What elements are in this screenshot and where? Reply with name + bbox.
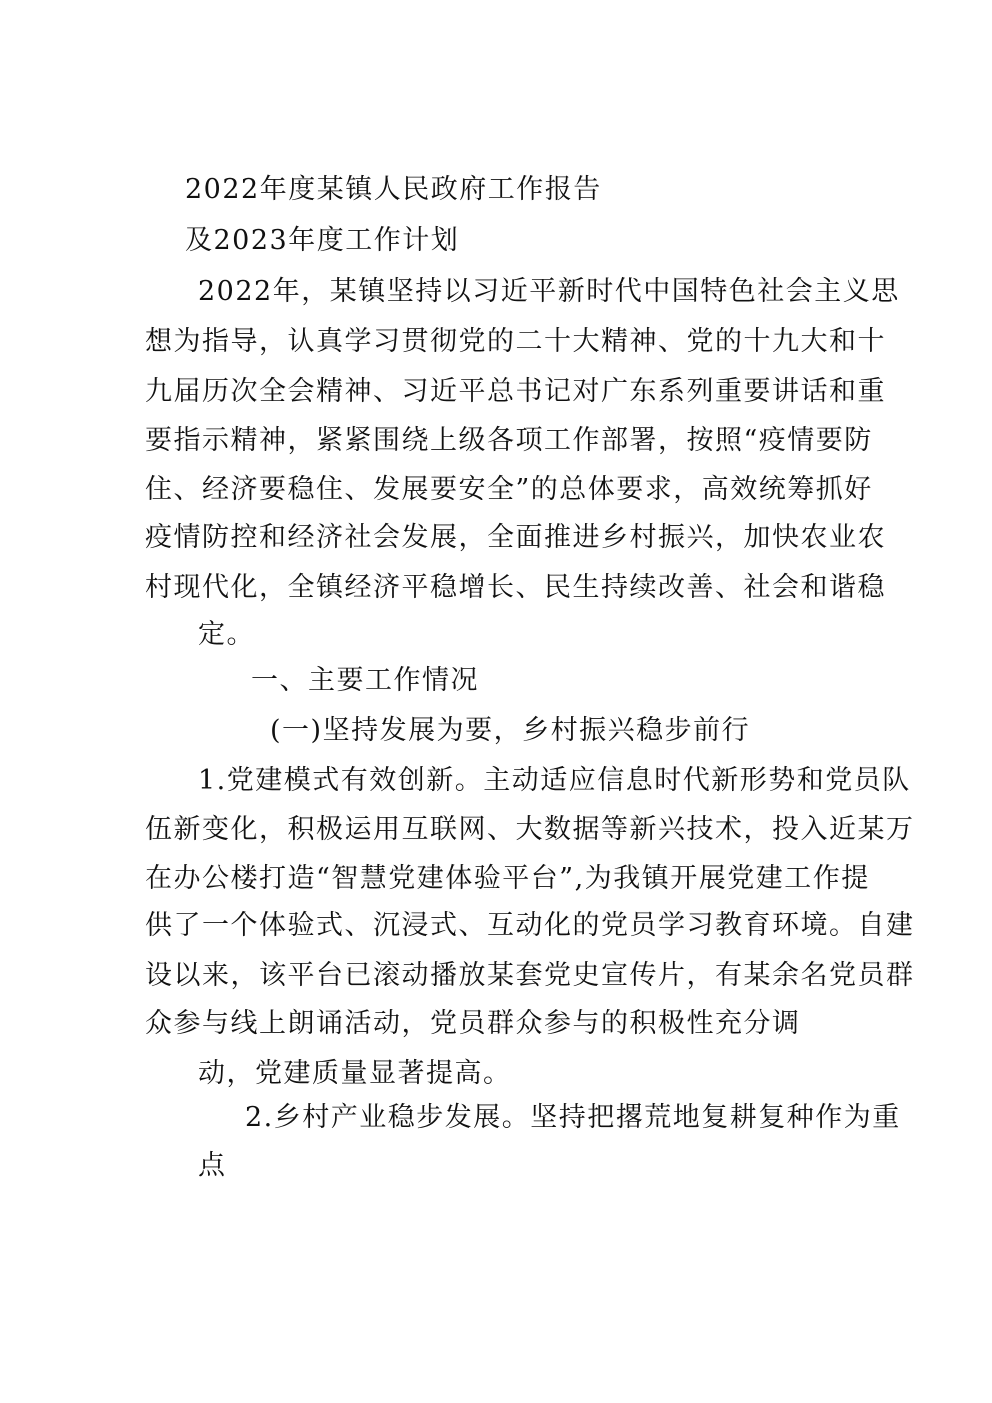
intro-line-8: 定。 <box>198 619 255 650</box>
section-heading: 一、主要工作情况 <box>251 665 479 696</box>
doc-title-line-2: 及2023年度工作计划 <box>185 225 460 256</box>
item2-line-1: 2.乡村产业稳步发展。坚持把撂荒地复耕复种作为重 <box>245 1102 901 1133</box>
intro-line-5: 住、经济要稳住、发展要安全”的总体要求，高效统筹抓好 <box>145 474 873 505</box>
item1-line-5: 设以来，该平台已滚动播放某套党史宣传片，有某余名党员群 <box>145 960 915 991</box>
section-subheading: (一)坚持发展为要，乡村振兴稳步前行 <box>270 715 751 746</box>
intro-line-7: 村现代化，全镇经济平稳增长、民生持续改善、社会和谐稳 <box>145 572 886 603</box>
intro-line-3: 九届历次全会精神、习近平总书记对广东系列重要讲话和重 <box>145 376 886 407</box>
item1-line-1: 1.党建模式有效创新。主动适应信息时代新形势和党员队 <box>198 765 911 796</box>
item1-line-3: 在办公楼打造“智慧党建体验平台”,为我镇开展党建工作提 <box>145 863 870 894</box>
intro-line-4: 要指示精神，紧紧围绕上级各项工作部署，按照“疫情要防 <box>145 425 873 456</box>
item1-line-6: 众参与线上朗诵活动，党员群众参与的积极性充分调 <box>145 1008 801 1039</box>
item1-line-4: 供了一个体验式、沉浸式、互动化的党员学习教育环境。自建 <box>145 910 915 941</box>
intro-line-1: 2022年，某镇坚持以习近平新时代中国特色社会主义思 <box>198 276 900 307</box>
item1-line-7: 动，党建质量显著提高。 <box>198 1058 512 1089</box>
intro-line-6: 疫情防控和经济社会发展，全面推进乡村振兴，加快农业农 <box>145 522 886 553</box>
doc-title-line-1: 2022年度某镇人民政府工作报告 <box>185 174 602 205</box>
item1-line-2: 伍新变化，积极运用互联网、大数据等新兴技术，投入近某万 <box>145 814 915 845</box>
intro-line-2: 想为指导，认真学习贯彻党的二十大精神、党的十九大和十 <box>145 326 886 357</box>
item2-line-2: 点 <box>198 1150 227 1181</box>
